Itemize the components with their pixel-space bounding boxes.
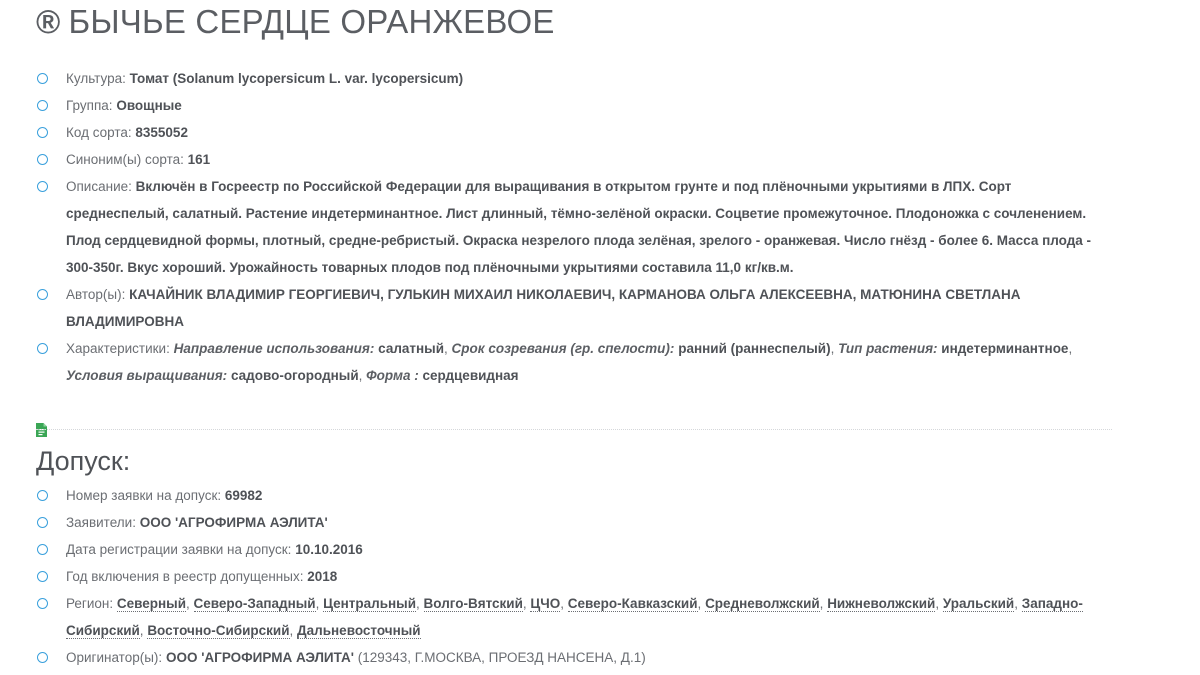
circle-bullet-icon <box>37 154 48 165</box>
list-item-characteristics <box>36 335 1112 389</box>
admission-list <box>36 482 1112 671</box>
authors-value: КАЧАЙНИК ВЛАДИМИР ГЕОРГИЕВИЧ, ГУЛЬКИН МИХАИЛ НИКОЛАЕВИЧ, КАРМАНОВА ОЛЬГА АЛЕКСЕЕВНА, МАТЮНИНА СВЕТЛАНА ВЛАДИМИРОВНА <box>66 287 1021 329</box>
code-value: 8355052 <box>135 125 188 140</box>
list-item-culture <box>36 65 1112 92</box>
region-link[interactable]: Волго-Вятский <box>423 596 523 611</box>
characteristic-key: Срок созревания (гр. спелости): <box>451 341 675 356</box>
synonyms-value: 161 <box>187 152 211 167</box>
circle-bullet-icon <box>37 73 48 84</box>
characteristic-value: садово-огородный <box>230 368 359 383</box>
application-label: Номер заявки на допуск: <box>66 488 222 503</box>
circle-bullet-icon <box>37 490 48 501</box>
characteristic-value: салатный <box>378 341 444 356</box>
list-item-group <box>36 92 1112 119</box>
inclusion-year-label: Год включения в реестр допущенных: <box>66 569 304 584</box>
list-item-inclusion-year <box>36 563 1112 590</box>
region-link[interactable]: Северный <box>116 596 186 611</box>
code-label: Код сорта: <box>66 125 132 140</box>
page-title <box>36 2 555 42</box>
circle-bullet-icon <box>37 517 48 528</box>
list-item-synonyms <box>36 146 1112 173</box>
group-value: Овощные <box>116 98 182 113</box>
list-item-authors <box>36 281 1112 335</box>
list-item-originator <box>36 644 1112 671</box>
list-item-regions: Регион: Северный, Северо-Западный, Центральный, Волго-Вятский, ЦЧО, Северо-Кавказский, Средневолжский, Нижневолжский, Уральский, Западно-Сибирский, Восточно-Сибирский, Дальневосточный <box>36 590 1112 644</box>
characteristic-separator: , <box>1068 341 1073 356</box>
variety-details-list <box>36 65 1112 389</box>
region-link[interactable]: Дальневосточный <box>297 623 421 638</box>
characteristic-separator: , <box>444 341 452 356</box>
circle-bullet-icon <box>37 127 48 138</box>
admission-heading: Допуск: <box>36 446 131 476</box>
authors-label: Автор(ы): <box>66 287 126 302</box>
culture-label: Культура: <box>66 71 126 86</box>
circle-bullet-icon <box>37 289 48 300</box>
region-link[interactable]: Северо-Кавказский <box>567 596 698 611</box>
region-link[interactable]: Нижневолжский <box>827 596 936 611</box>
synonyms-label: Синоним(ы) сорта: <box>66 152 184 167</box>
document-icon <box>36 423 47 437</box>
applicants-label: Заявители: <box>66 515 136 530</box>
characteristic-value: сердцевидная <box>422 368 519 383</box>
region-link[interactable]: ЦЧО <box>530 596 561 611</box>
circle-bullet-icon <box>37 571 48 582</box>
application-value: 69982 <box>224 488 263 503</box>
inclusion-year-value: 2018 <box>307 569 338 584</box>
region-link[interactable]: Северо-Западный <box>193 596 316 611</box>
applicants-value: ООО 'АГРОФИРМА АЭЛИТА' <box>139 515 328 530</box>
list-item-registration-date <box>36 536 1112 563</box>
registration-date-label: Дата регистрации заявки на допуск: <box>66 542 292 557</box>
characteristics-label: Характеристики: <box>66 341 170 356</box>
registered-mark-icon: ® <box>36 3 61 40</box>
culture-value: Томат (Solanum lycopersicum L. var. lycopersicum) <box>129 71 464 86</box>
originator-address: (129343, Г.МОСКВА, ПРОЕЗД НАНСЕНА, Д.1) <box>357 650 646 665</box>
section-divider <box>36 429 1112 430</box>
list-item-code <box>36 119 1112 146</box>
region-label: Регион: <box>66 596 114 611</box>
circle-bullet-icon <box>37 652 48 663</box>
region-link[interactable]: Центральный <box>323 596 417 611</box>
description-label: Описание: <box>66 179 132 194</box>
originator-value: ООО 'АГРОФИРМА АЭЛИТА' <box>165 650 354 665</box>
list-item-description <box>36 173 1112 281</box>
region-link[interactable]: Западно-Сибирский <box>66 596 1083 638</box>
characteristic-key: Форма : <box>366 368 419 383</box>
region-link[interactable]: Средневолжский <box>705 596 820 611</box>
circle-bullet-icon <box>37 544 48 555</box>
characteristic-separator: , <box>358 368 367 383</box>
circle-bullet-icon <box>37 598 48 609</box>
description-value: Включён в Госреестр по Российской Федерации для выращивания в открытом грунте и под плёночными укрытиями в ЛПХ. Сорт среднеспелый, салатный. Растение индетерминантное. Лист длинный, тёмно-зелёной окраски. Соцветие промежуточное. Плодоножка с сочленением. Плод сердцевидной формы, плотный, средне-ребристый. Окраска незрелого плода зелёная, зрелого - оранжевая. Число гнёзд - более 6. Масса плода - 300-350г. Вкус хороший. Урожайность товарных плодов под плёночными укрытиями составила 11,0 кг/кв.м. <box>66 179 1092 275</box>
originator-label: Оригинатор(ы): <box>66 650 163 665</box>
circle-bullet-icon <box>37 343 48 354</box>
region-link[interactable]: Уральский <box>942 596 1015 611</box>
registration-date-value: 10.10.2016 <box>295 542 363 557</box>
variety-name: БЫЧЬЕ СЕРДЦЕ ОРАНЖЕВОЕ <box>68 3 555 40</box>
characteristic-value: индетерминантное <box>941 341 1069 356</box>
circle-bullet-icon <box>37 100 48 111</box>
group-label: Группа: <box>66 98 113 113</box>
characteristic-key: Направление использования: <box>173 341 375 356</box>
circle-bullet-icon <box>37 181 48 192</box>
list-item-application-number <box>36 482 1112 509</box>
characteristic-key: Тип растения: <box>838 341 938 356</box>
list-item-applicants <box>36 509 1112 536</box>
characteristic-separator: , <box>830 341 839 356</box>
region-link[interactable]: Восточно-Сибирский <box>147 623 290 638</box>
characteristic-value: ранний (раннеспелый) <box>678 341 831 356</box>
characteristic-key: Условия выращивания: <box>66 368 228 383</box>
